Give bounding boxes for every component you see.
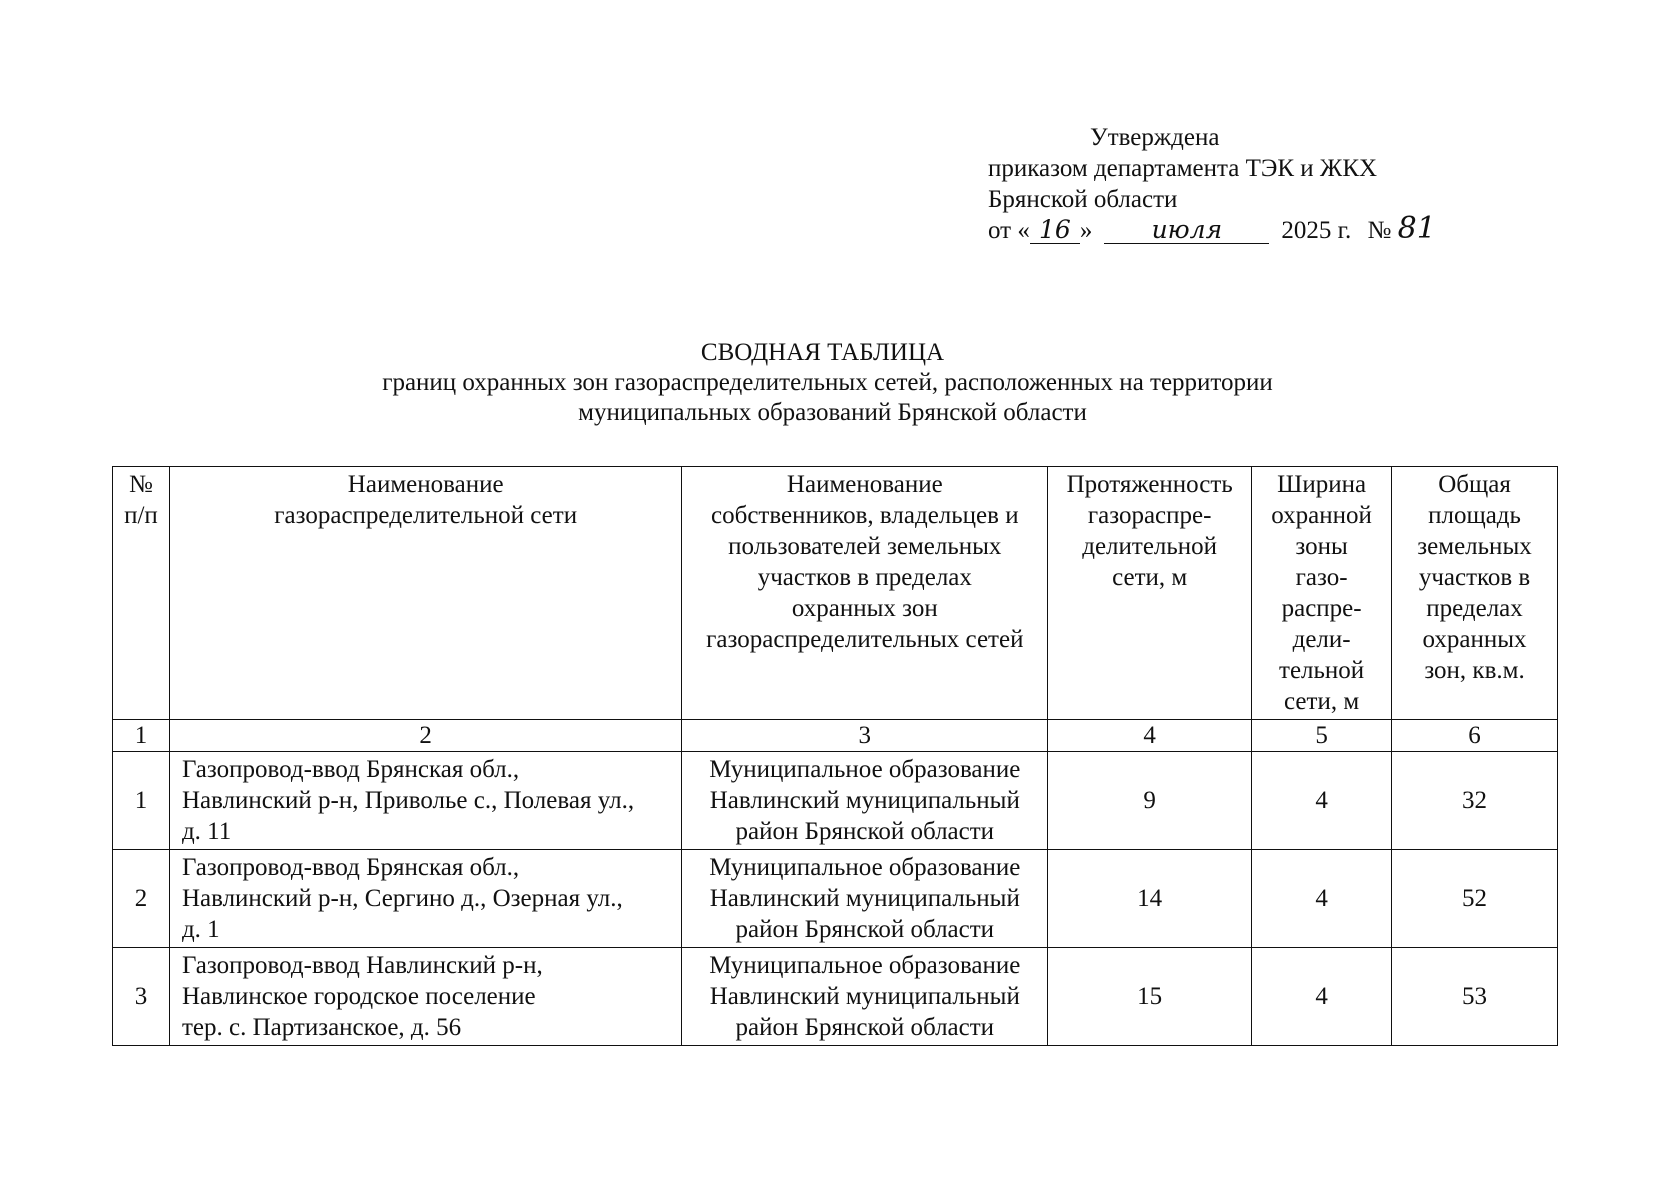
header-number: [113, 467, 170, 720]
header-zone-width: [1252, 467, 1392, 720]
table-row: [113, 752, 1558, 850]
length-cell: 14: [1048, 850, 1252, 948]
header-line: тельной: [1279, 657, 1365, 684]
date-month-handwritten: июля: [1104, 217, 1269, 244]
network-name-cell: [169, 752, 681, 850]
owner-cell-line: Муниципальное образование: [709, 952, 1021, 979]
column-number-cell: 3: [682, 720, 1048, 752]
header-line: охранных зон: [791, 595, 938, 622]
title-subtitle-2: муниципальных образований Брянской области: [578, 399, 1087, 426]
header-line: земельных: [1417, 533, 1532, 560]
table-header-row: [113, 467, 1558, 720]
date-year: 2025 г.: [1281, 217, 1352, 244]
network-name-cell-line: Навлинский р-н, Сергино д., Озерная ул.,: [181, 885, 623, 912]
area-cell: 32: [1392, 752, 1558, 850]
network-name-cell-line: Навлинский р-н, Приволье с., Полевая ул.,: [181, 787, 635, 814]
zone-width-cell: 4: [1252, 752, 1392, 850]
area-cell: 52: [1392, 850, 1558, 948]
zone-width-cell: 4: [1252, 850, 1392, 948]
network-name-cell-line: Газопровод-ввод Навлинский р-н,: [181, 952, 543, 979]
header-line: охранных: [1422, 626, 1527, 653]
length-cell: 15: [1048, 948, 1252, 1046]
header-line: Общая: [1438, 471, 1511, 498]
header-line: п/п: [124, 502, 158, 529]
owner-cell-line: Муниципальное образование: [709, 854, 1021, 881]
header-line: участков в: [1418, 564, 1531, 591]
header-line: делительной: [1082, 533, 1218, 560]
header-owners: [682, 467, 1048, 720]
owner-cell-line: Навлинский муниципальный: [709, 983, 1020, 1010]
header-total-area: [1392, 467, 1558, 720]
header-line: №: [129, 471, 153, 498]
network-name-cell: [169, 948, 681, 1046]
header-line: газораспределительных сетей: [706, 626, 1024, 653]
header-line: участков в пределах: [757, 564, 972, 591]
approval-date-line: [988, 211, 1468, 246]
date-mid: »: [1079, 217, 1093, 244]
date-day-handwritten: 16: [1030, 217, 1080, 244]
network-name-cell-line: Газопровод-ввод Брянская обл.,: [181, 756, 520, 783]
header-line: площадь: [1428, 502, 1521, 529]
network-name-cell-line: д. 1: [181, 916, 220, 943]
owner-cell-line: район Брянской области: [735, 1014, 995, 1041]
header-line: дели-: [1292, 626, 1351, 653]
column-number-cell: 2: [169, 720, 681, 752]
table-row: [113, 850, 1558, 948]
header-line: сети, м: [1284, 688, 1360, 715]
summary-table: [112, 466, 1558, 1046]
header-line: сети, м: [1112, 564, 1188, 591]
header-line: собственников, владельцев и: [711, 502, 1019, 529]
header-line: Наименование: [347, 471, 504, 498]
approval-order-line: приказом департамента ТЭК и ЖКХ: [988, 155, 1378, 182]
header-line: газораспре-: [1087, 502, 1212, 529]
owner-cell-line: район Брянской области: [735, 916, 995, 943]
document-title: [0, 338, 1655, 428]
approval-region-line: Брянской области: [988, 186, 1178, 213]
title-main: СВОДНАЯ ТАБЛИЦА: [700, 339, 945, 366]
owner-cell-line: Муниципальное образование: [709, 756, 1021, 783]
network-name-cell-line: тер. с. Партизанское, д. 56: [181, 1014, 462, 1041]
header-line: распре-: [1281, 595, 1362, 622]
approval-title: Утверждена: [1090, 124, 1220, 151]
header-line: газораспределительной сети: [274, 502, 578, 529]
owner-cell-line: Навлинский муниципальный: [709, 885, 1020, 912]
title-subtitle-1: границ охранных зон газораспределительных сетей, расположенных на территории: [382, 369, 1273, 396]
row-number-cell: 3: [113, 948, 170, 1046]
column-number-cell: 1: [113, 720, 170, 752]
order-number-handwritten: 81: [1397, 211, 1436, 246]
header-line: Протяженность: [1066, 471, 1233, 498]
owner-cell-line: Навлинский муниципальный: [709, 787, 1020, 814]
network-name-cell-line: Навлинское городское поселение: [181, 983, 536, 1010]
header-length: [1048, 467, 1252, 720]
owner-cell-line: район Брянской области: [735, 818, 995, 845]
column-number-cell: 6: [1392, 720, 1558, 752]
header-line: Ширина: [1277, 471, 1367, 498]
header-line: зон, кв.м.: [1424, 657, 1525, 684]
header-line: зоны: [1295, 533, 1348, 560]
column-number-row: [113, 720, 1558, 752]
column-number-cell: 4: [1048, 720, 1252, 752]
header-line: пользователей земельных: [728, 533, 1002, 560]
date-prefix: от «: [988, 217, 1030, 244]
number-sign: №: [1367, 217, 1392, 244]
network-name-cell-line: д. 11: [181, 818, 232, 845]
header-line: газо-: [1295, 564, 1348, 591]
length-cell: 9: [1048, 752, 1252, 850]
owner-cell: [682, 752, 1048, 850]
owner-cell: [682, 948, 1048, 1046]
column-number-cell: 5: [1252, 720, 1392, 752]
header-line: пределах: [1426, 595, 1523, 622]
header-line: Наименование: [786, 471, 943, 498]
owner-cell: [682, 850, 1048, 948]
zone-width-cell: 4: [1252, 948, 1392, 1046]
row-number-cell: 1: [113, 752, 170, 850]
approval-block: [988, 122, 1468, 246]
row-number-cell: 2: [113, 850, 170, 948]
header-line: охранной: [1271, 502, 1372, 529]
network-name-cell: [169, 850, 681, 948]
table-row: [113, 948, 1558, 1046]
header-network-name: [169, 467, 681, 720]
area-cell: 53: [1392, 948, 1558, 1046]
network-name-cell-line: Газопровод-ввод Брянская обл.,: [181, 854, 520, 881]
